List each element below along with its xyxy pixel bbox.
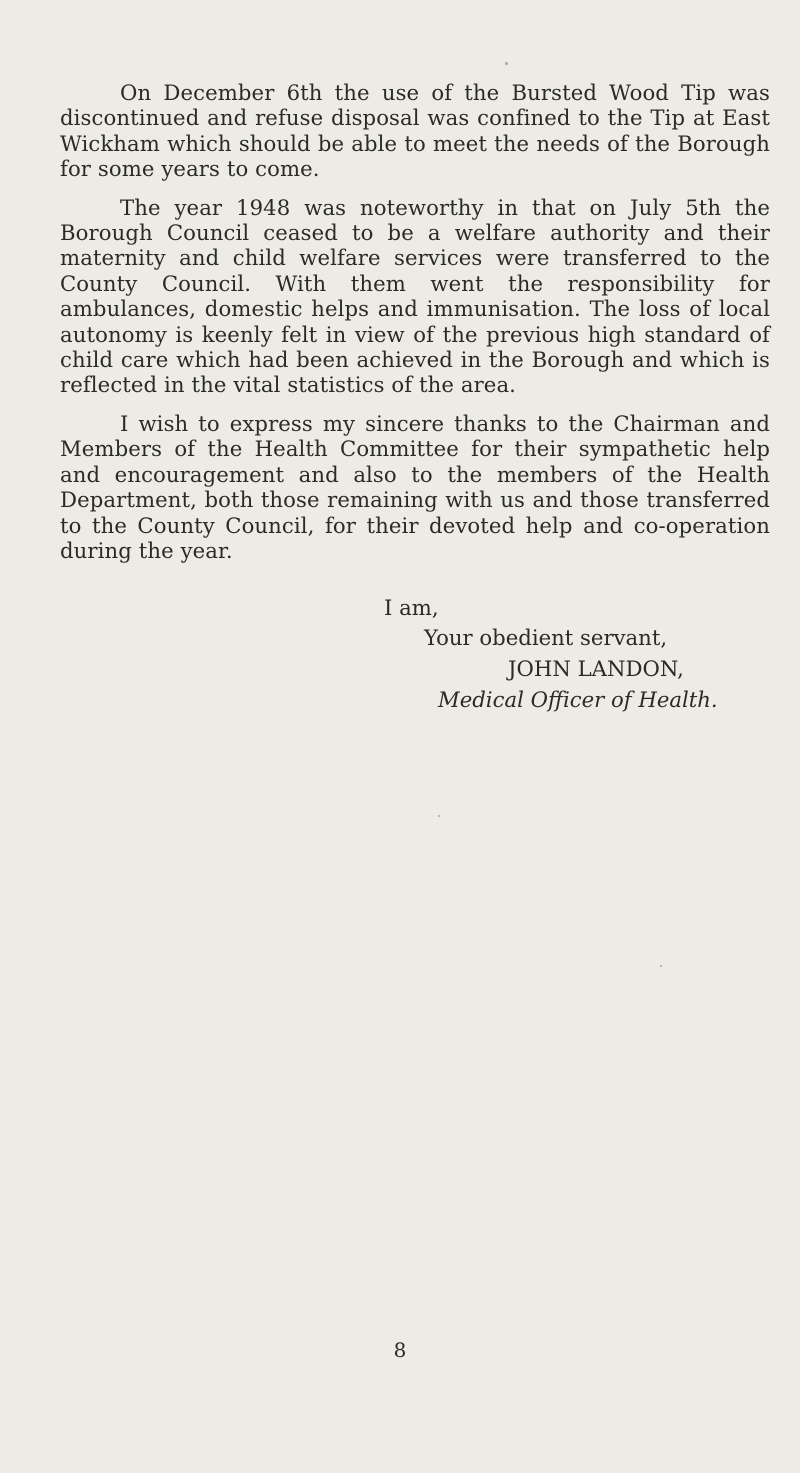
paragraph-refuse-disposal: On December 6th the use of the Bursted Wood Tip was discontinued and refuse disposal was confined to the Tip at East Wickham which should be able to meet the needs of the Borough for some years to come.	[60, 80, 770, 182]
paper-speck	[660, 965, 662, 967]
paragraph-welfare-transfer: The year 1948 was noteworthy in that on July 5th the Borough Council ceased to be a welfare authority and their maternity and child welfare services were transferred to the County Council. With them went the responsibility for ambulances, domestic helps and immunisation. The loss of local autonomy is keenly felt in view of the previous high standard of child care which had been achieved in the Borough and which is reflected in the vital statistics of the area.	[60, 194, 770, 398]
signatory-name: JOHN LANDON,	[508, 656, 684, 681]
body-text	[60, 80, 770, 563]
signatory-title: Medical Officer of Health.	[438, 687, 718, 712]
paragraph-thanks: I wish to express my sincere thanks to the Chairman and Members of the Health Committee for their sympathetic help and encouragement and also to the members of the Health Department, both those remaining with us and those transferred to the County Council, for their devoted help and co-operation during the year.	[60, 410, 770, 563]
paper-speck	[505, 62, 508, 65]
paper-speck	[438, 815, 440, 817]
closing-salutation: I am,	[384, 595, 439, 620]
page-number: 8	[393, 1338, 407, 1362]
closing-valediction: Your obedient servant,	[424, 625, 668, 650]
